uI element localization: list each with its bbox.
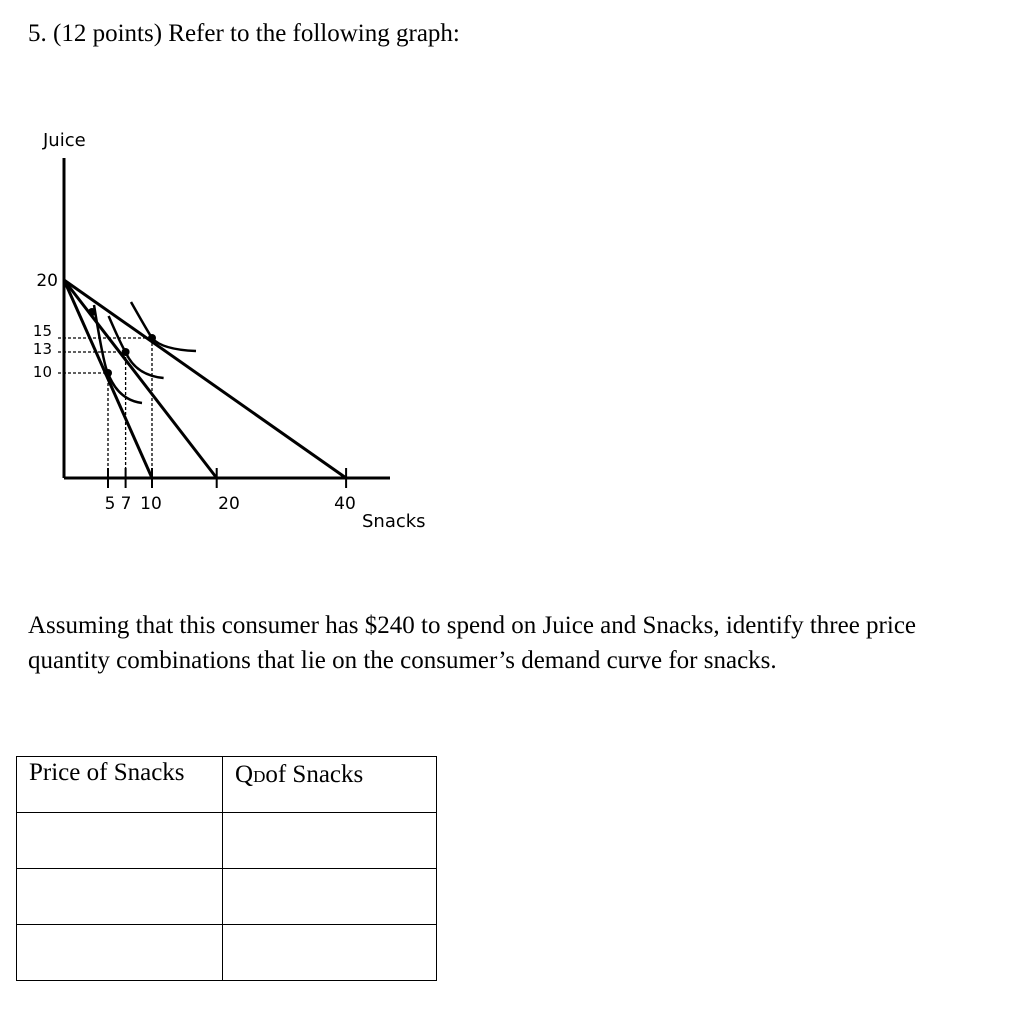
x-tick-label: 5 xyxy=(104,494,116,514)
header-price-cell xyxy=(17,757,223,813)
y-axis-label: Juice xyxy=(43,130,86,151)
quantity-input-cell[interactable] xyxy=(223,813,437,869)
tangency-point xyxy=(104,369,112,377)
budget-line xyxy=(64,280,346,478)
question-text: Refer to the following graph: xyxy=(168,20,460,47)
header-qd-subscript: D xyxy=(253,767,266,786)
tangency-point xyxy=(148,334,156,342)
table-row xyxy=(17,925,437,981)
price-input-cell[interactable] xyxy=(17,869,223,925)
header-qd-label xyxy=(235,757,363,789)
x-axis-label: Snacks xyxy=(362,511,426,532)
table-header-row xyxy=(17,757,437,813)
y-tick-label: 10 xyxy=(32,363,52,381)
x-tick-label: 10 xyxy=(140,494,162,514)
y-tick-label: 13 xyxy=(32,340,52,358)
x-tick-label: 40 xyxy=(334,494,356,514)
table-row xyxy=(17,813,437,869)
budget-lines xyxy=(64,280,346,478)
indifference-curve xyxy=(131,302,196,351)
price-input-cell[interactable] xyxy=(17,813,223,869)
indifference-budget-graph xyxy=(0,120,460,540)
y-tick-label: 20 xyxy=(36,271,58,291)
header-price-label: Price of Snacks xyxy=(29,759,185,786)
quantity-input-cell[interactable] xyxy=(223,925,437,981)
tangency-point xyxy=(88,308,96,316)
tangency-point xyxy=(122,348,130,356)
quantity-input-cell[interactable] xyxy=(223,869,437,925)
x-tick-label: 7 xyxy=(120,494,132,514)
tangency-points xyxy=(88,308,156,377)
answer-table xyxy=(16,756,437,981)
header-qd-rest: of Snacks xyxy=(265,761,364,788)
header-qd-q: Q xyxy=(235,761,254,788)
y-tick-label: 15 xyxy=(32,322,52,340)
header-qd-cell xyxy=(223,757,437,813)
table-row xyxy=(17,869,437,925)
x-tick-label: 20 xyxy=(218,494,240,514)
price-input-cell[interactable] xyxy=(17,925,223,981)
question-heading xyxy=(28,20,460,48)
prompt-text: Assuming that this consumer has $240 to spend on Juice and Snacks, identify three price quantity combinations that lie on the consumer’s demand curve for snacks. xyxy=(28,612,917,674)
question-number: 5. xyxy=(28,20,47,47)
question-points: (12 points) xyxy=(53,20,163,47)
